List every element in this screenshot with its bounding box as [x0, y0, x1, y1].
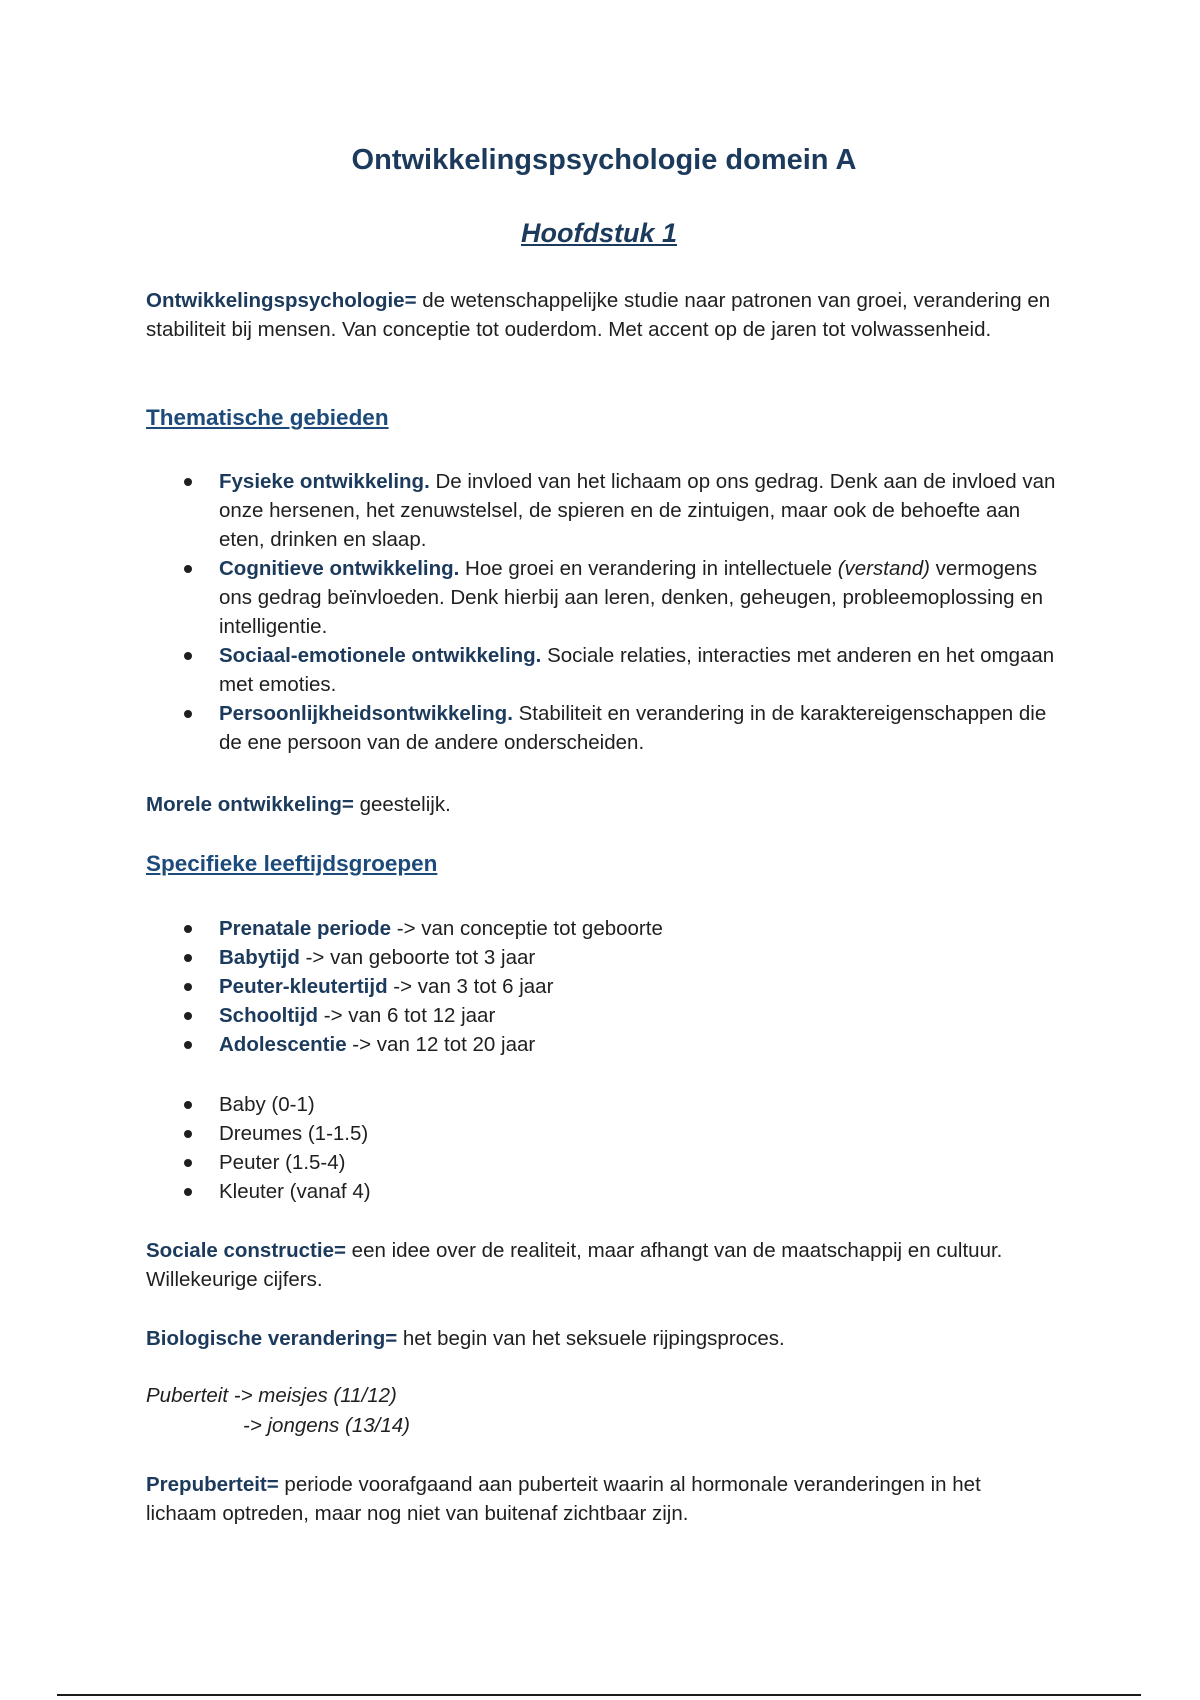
definition-morele-ontwikkeling: Morele ontwikkeling= geestelijk. [146, 793, 451, 816]
bullet-icon [184, 1101, 192, 1109]
list-item: Peuter-kleutertijd -> van 3 tot 6 jaar [146, 972, 1056, 1001]
bullet-icon [184, 1159, 192, 1167]
list-item: Adolescentie -> van 12 tot 20 jaar [146, 1030, 1056, 1059]
bullet-icon [184, 925, 192, 933]
section-heading-thematische-gebieden: Thematische gebieden [146, 405, 389, 430]
definition-text: de wetenschappelijke studie naar patronen van groei, verandering en stabiliteit bij mensen. Van conceptie tot ouderdom. Met accent op de jaren tot volwassenheid. [146, 289, 1051, 341]
list-item: Persoonlijkheidsontwikkeling. Stabiliteit en verandering in de karaktereigenschappen die de ene persoon van de andere onderscheiden. [146, 699, 1056, 757]
bullet-icon [184, 1188, 192, 1196]
definition-prepuberteit: Prepuberteit= periode voorafgaand aan puberteit waarin al hormonale veranderingen in het lichaam optreden, maar nog niet van buitenaf zichtbaar zijn. [146, 1473, 981, 1525]
bullet-icon [184, 565, 192, 573]
chapter-heading: Hoofdstuk 1 [520, 218, 677, 248]
bullet-icon [184, 1130, 192, 1138]
bullet-icon [184, 478, 192, 486]
bullet-icon [184, 710, 192, 718]
bullet-icon [184, 1012, 192, 1020]
stages-list [146, 1090, 1056, 1206]
page-bottom-divider [57, 1694, 1141, 1696]
list-item: Kleuter (vanaf 4) [146, 1177, 1056, 1206]
document-title: Ontwikkelingspsychologie domein A [351, 144, 857, 176]
definition-ontwikkelingspsychologie [146, 286, 1056, 344]
bullet-icon [184, 652, 192, 660]
list-item: Peuter (1.5-4) [146, 1148, 1056, 1177]
list-item: Baby (0-1) [146, 1090, 1056, 1119]
definition-biologische-verandering: Biologische verandering= het begin van het seksuele rijpingsproces. [146, 1327, 785, 1350]
themes-list [146, 467, 1056, 757]
bullet-icon [184, 983, 192, 991]
age-groups-list [146, 914, 1056, 1059]
list-item: Cognitieve ontwikkeling. Hoe groei en verandering in intellectuele (verstand) vermogens ons gedrag beïnvloeden. Denk hierbij aan leren, denken, geheugen, probleemoplossing en intelligentie. [146, 554, 1056, 641]
section-heading-leeftijdsgroepen: Specifieke leeftijdsgroepen [146, 851, 438, 876]
list-item: Sociaal-emotionele ontwikkeling. Sociale relaties, interacties met anderen en het omgaan met emoties. [146, 641, 1056, 699]
definition-sociale-constructie: Sociale constructie= een idee over de realiteit, maar afhangt van de maatschappij en cultuur. Willekeurige cijfers. [146, 1239, 1003, 1291]
definition-term: Ontwikkelingspsychologie= [146, 289, 417, 312]
list-item: Fysieke ontwikkeling. De invloed van het lichaam op ons gedrag. Denk aan de invloed van onze hersenen, het zenuwstelsel, de spieren en de zintuigen, maar ook de behoefte aan eten, drinken en slaap. [146, 467, 1056, 554]
list-item: Dreumes (1-1.5) [146, 1119, 1056, 1148]
bullet-icon [184, 954, 192, 962]
list-item: Schooltijd -> van 6 tot 12 jaar [146, 1001, 1056, 1030]
bullet-icon [184, 1041, 192, 1049]
list-item: Prenatale periode -> van conceptie tot geboorte [146, 914, 1056, 943]
list-item: Babytijd -> van geboorte tot 3 jaar [146, 943, 1056, 972]
puberty-note: Puberteit -> meisjes (11/12) -> jongens (13/14) [146, 1384, 410, 1437]
